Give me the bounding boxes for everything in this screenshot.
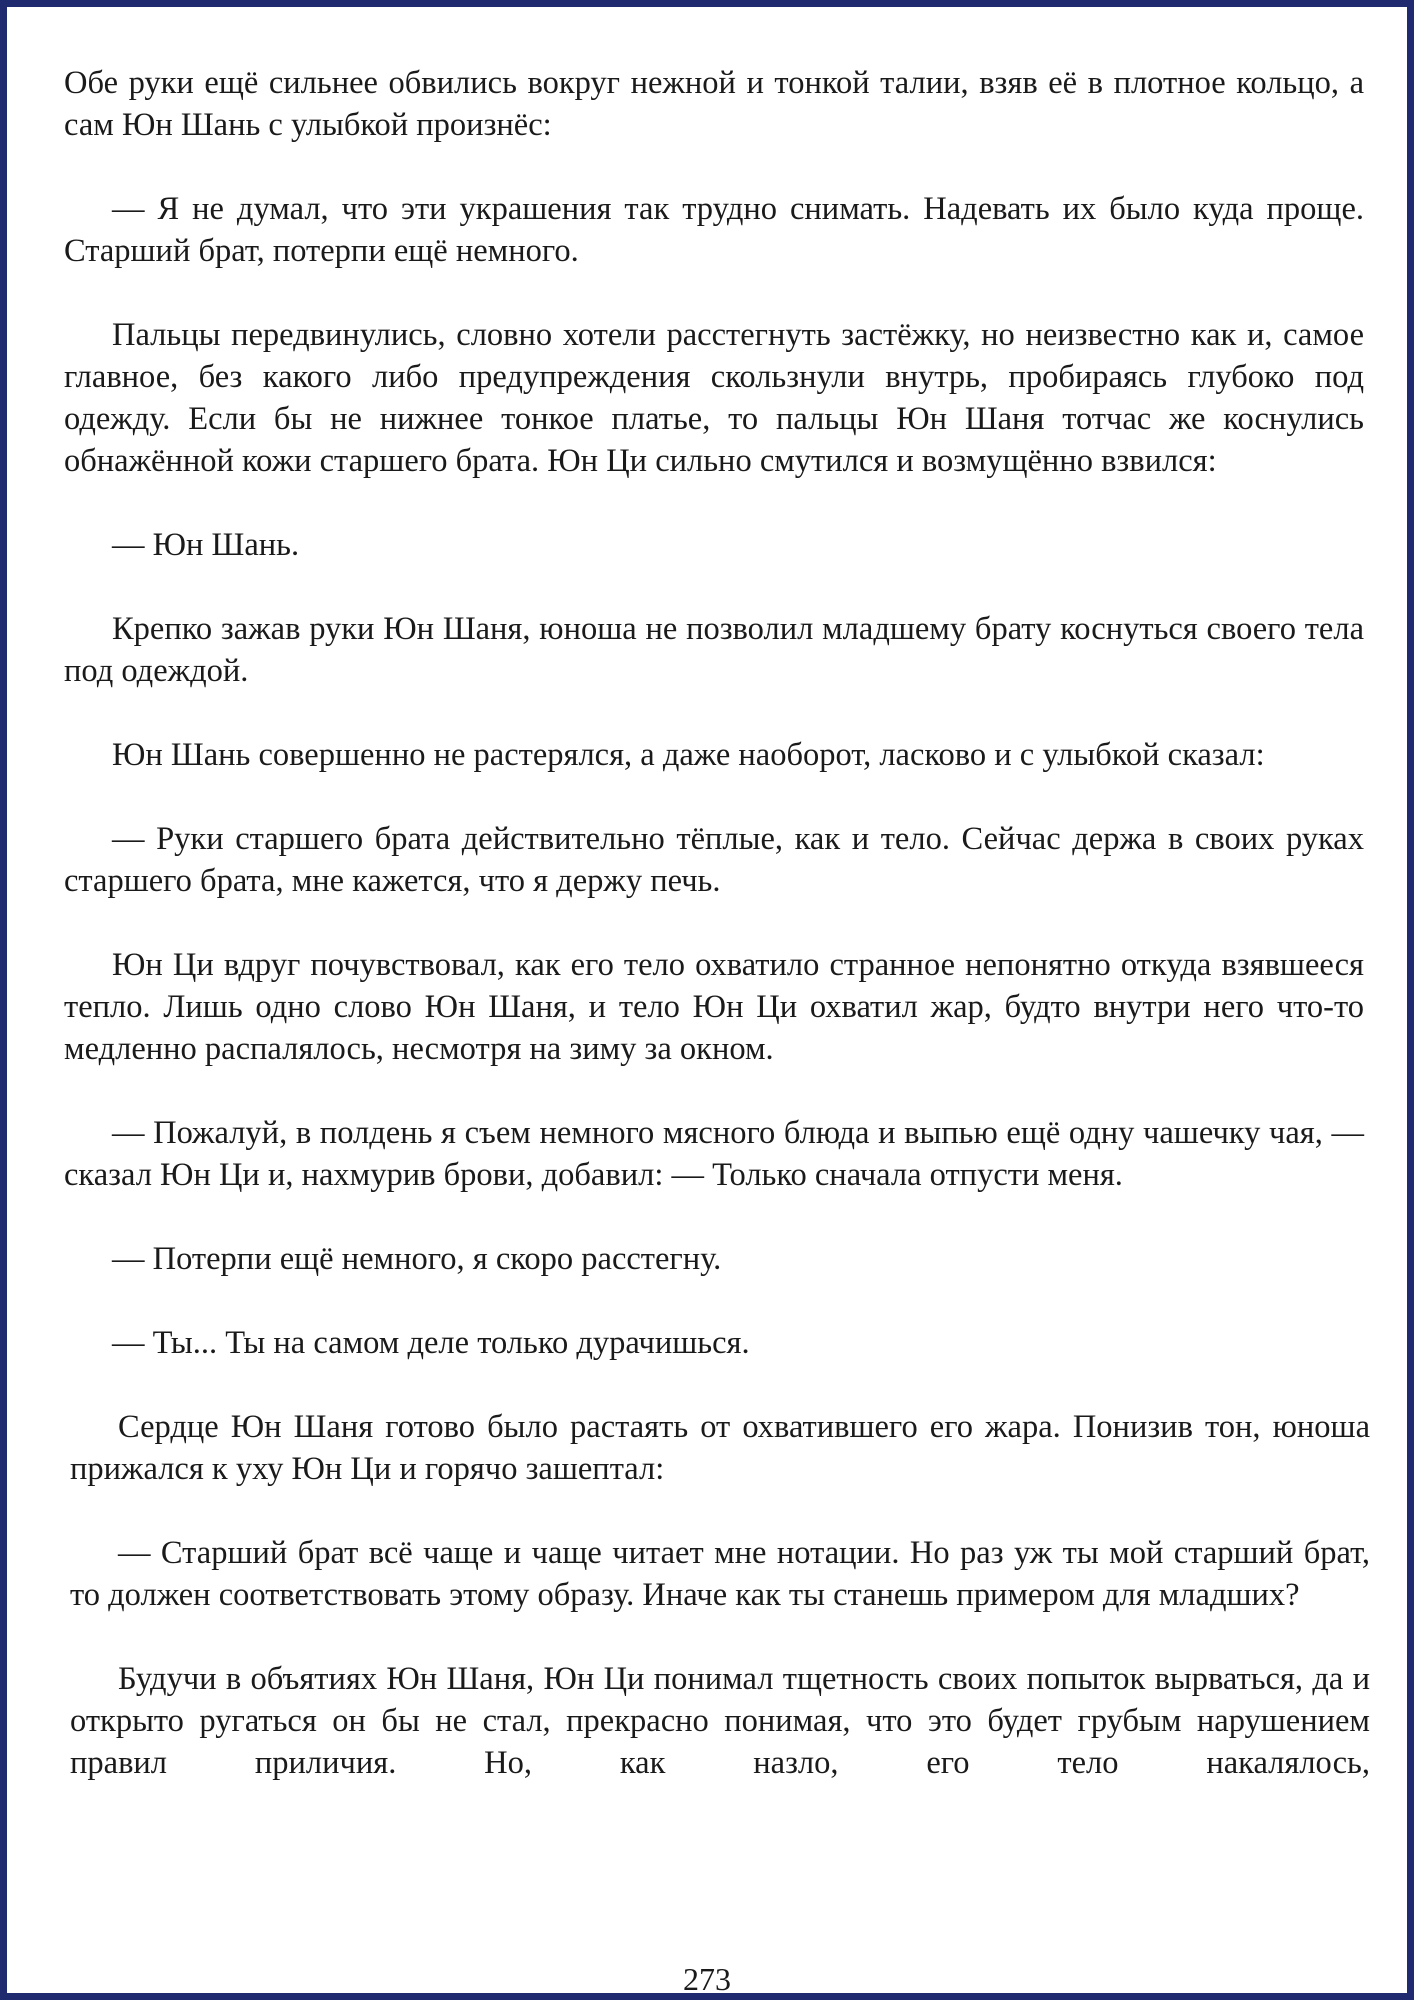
paragraph: — Потерпи ещё немного, я скоро расстегну. (112, 1241, 722, 1277)
paragraph: Юн Шань совершенно не растерялся, а даже наоборот, ласково и с улыбкой сказал: (112, 737, 1265, 773)
paragraph: Будучи в объятиях Юн Шаня, Юн Ци понимал тщетность своих попыток вырваться, да и открыто ругаться он бы не стал, прекрасно понимая, что это будет грубым нарушением правил приличия. Но, как назло, его тело накалялось, (70, 1661, 1370, 1781)
paragraph: Сердце Юн Шаня готово было растаять от охватившего его жара. Понизив тон, юноша прижался к уху Юн Ци и горячо зашептал: (70, 1409, 1370, 1487)
paragraph: — Руки старшего брата действительно тёплые, как и тело. Сейчас держа в своих руках старшего брата, мне кажется, что я держу печь. (64, 821, 1364, 899)
paragraph: Пальцы передвинулись, словно хотели расстегнуть застёжку, но неизвестно как и, самое главное, без какого либо предупреждения скользнули внутрь, пробираясь глубоко под одежду. Если бы не нижнее тонкое платье, то пальцы Юн Шаня тотчас же коснулись обнажённой кожи старшего брата. Юн Ци сильно смутился и возмущённо взвился: (64, 317, 1364, 479)
paragraph: — Старший брат всё чаще и чаще читает мне нотации. Но раз уж ты мой старший брат, то должен соответствовать этому образу. Иначе как ты станешь примером для младших? (70, 1535, 1370, 1613)
paragraph: — Я не думал, что эти украшения так трудно снимать. Надевать их было куда проще. Старший брат, потерпи ещё немного. (64, 191, 1364, 269)
page-text (64, 62, 1370, 1784)
page-number: 273 (683, 1961, 731, 1997)
paragraph: — Ты... Ты на самом деле только дурачишься. (112, 1325, 750, 1361)
paragraph: — Юн Шань. (112, 527, 300, 563)
paragraph: Обе руки ещё сильнее обвились вокруг нежной и тонкой талии, взяв её в плотное кольцо, а сам Юн Шань с улыбкой произнёс: (64, 65, 1364, 143)
paragraph: Крепко зажав руки Юн Шаня, юноша не позволил младшему брату коснуться своего тела под одеждой. (64, 611, 1364, 689)
paragraph: — Пожалуй, в полдень я съем немного мясного блюда и выпью ещё одну чашечку чая, — сказал Юн Ци и, нахмурив брови, добавил: — Только сначала отпусти меня. (64, 1115, 1364, 1193)
paragraph: Юн Ци вдруг почувствовал, как его тело охватило странное непонятно откуда взявшееся тепло. Лишь одно слово Юн Шаня, и тело Юн Ци охватил жар, будто внутри него что-то медленно распалялось, несмотря на зиму за окном. (64, 947, 1364, 1067)
